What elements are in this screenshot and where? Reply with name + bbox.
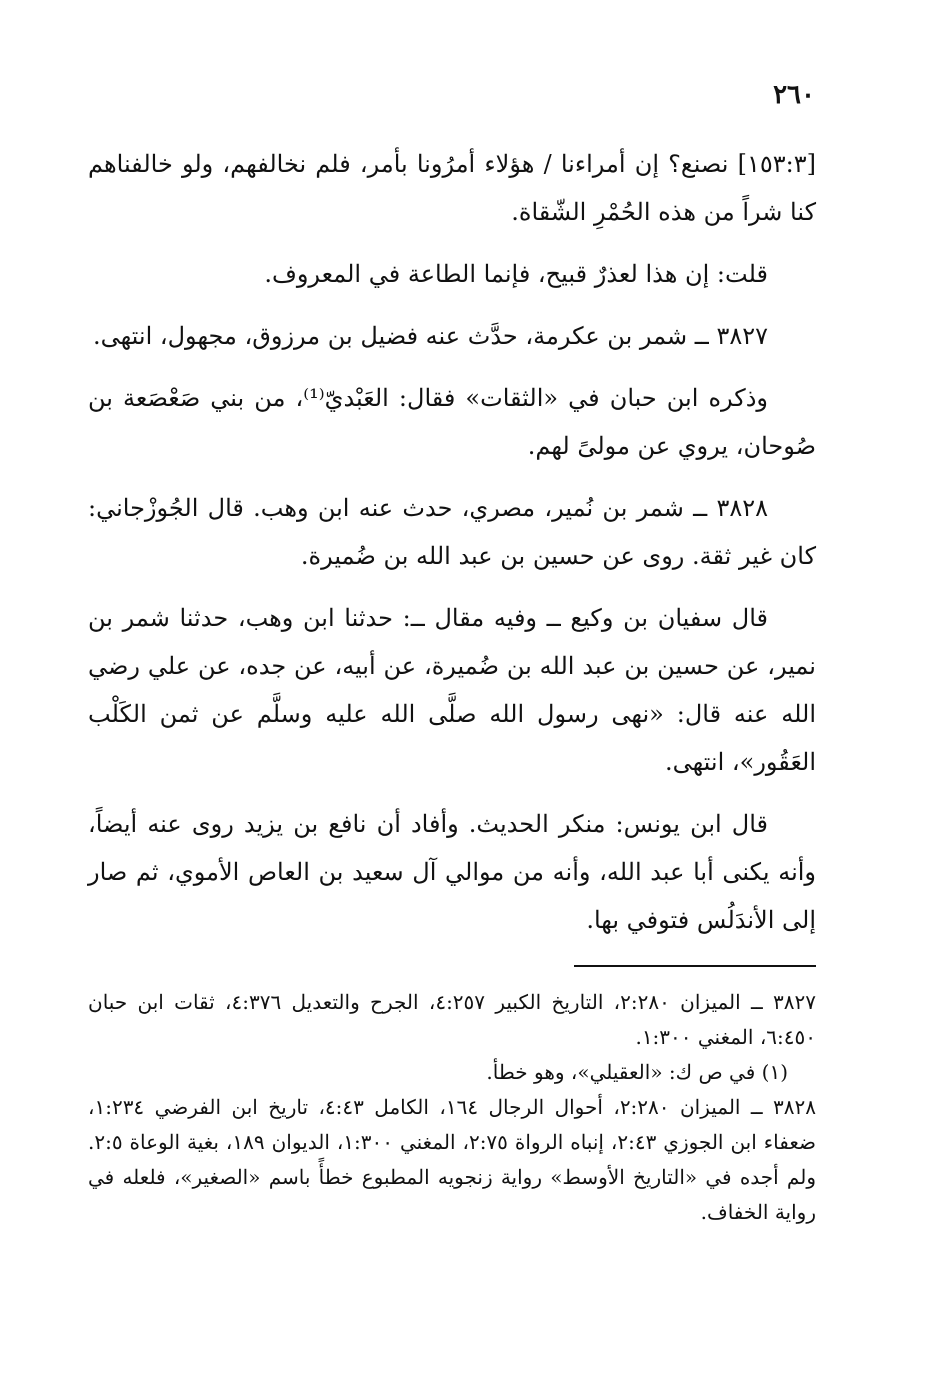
footnote-3828: ٣٨٢٨ ــ الميزان ٢:٢٨٠، أحوال الرجال ١٦٤، الكامل ٤:٤٣، تاريخ ابن الفرضي ١:٢٣٤، ضعفاء ابن الجوزي ٢:٤٣، إنباه الرواة ٢:٧٥، المغني ١:٣٠٠، الديوان ١٨٩، بغية الوعاة ٢:٥. ولم أجده في «التاريخ الأوسط» رواية زنجويه المطبوع خطأً باسم «الصغير»، فلعله في رواية الخفاف. (88, 1095, 817, 1224)
footnote-note-1: (١) في ص ك: «العقيلي»، وهو خطأ. (486, 1060, 788, 1084)
paragraph-sufyan: قال سفيان بن وكيع ــ وفيه مقال ــ: حدثنا ابن وهب، حدثنا شمر بن نمير، عن حسين بن عبد الله بن ضُميرة، عن أبيه، عن جده، عن علي رضي الله عنه قال: «نهى رسول الله صلَّى الله عليه وسلَّم عن ثمن الكَلْب العَقُور»، انتهى. (88, 604, 816, 776)
paragraph-ibn-yunus: قال ابن يونس: منكر الحديث. وأفاد أن نافع بن يزيد روى عنه أيضاً، وأنه يكنى أبا عبد الله، وأنه من موالي آل سعيد بن العاص الأموي، ثم صار إلى الأندَلُس فتوفي بها. (88, 810, 816, 934)
entry-3827: ٣٨٢٧ ــ شمر بن عكرمة، حدَّث عنه فضيل بن مرزوق، مجهول، انتهى. (92, 322, 768, 350)
footnote-divider (574, 965, 816, 967)
paragraph-continuation: [١٥٣:٣] نصنع؟ إن أمراءنا / هؤلاء أمرُونا بأمر، فلم نخالفهم، ولو خالفناهم كنا شراً من هذه الحُمْرِ الشّقاة. (88, 150, 816, 226)
paragraph-ibn-hibban: وذكره ابن حبان في «الثقات» فقال: العَبْديّ⁽¹⁾، من بني صَعْصَعة بن صُوحان، يروي عن مولىً لهم. (88, 384, 816, 460)
page-number: ٢٦٠ (773, 80, 815, 110)
main-text (88, 140, 816, 958)
footnote-3827: ٣٨٢٧ ــ الميزان ٢:٢٨٠، التاريخ الكبير ٤:٢٥٧، الجرح والتعديل ٤:٣٧٦، ثقات ابن حبان ٦:٤٥٠، المغني ١:٣٠٠. (88, 990, 816, 1049)
paragraph-comment: قلت: إن هذا لعذرٌ قبيح، فإنما الطاعة في المعروف. (264, 260, 768, 288)
entry-3828: ٣٨٢٨ ــ شمر بن نُمير، مصري، حدث عنه ابن وهب. قال الجُوزْجاني: كان غير ثقة. روى عن حسين بن عبد الله بن ضُميرة. (88, 494, 816, 570)
footnotes (88, 985, 816, 1230)
